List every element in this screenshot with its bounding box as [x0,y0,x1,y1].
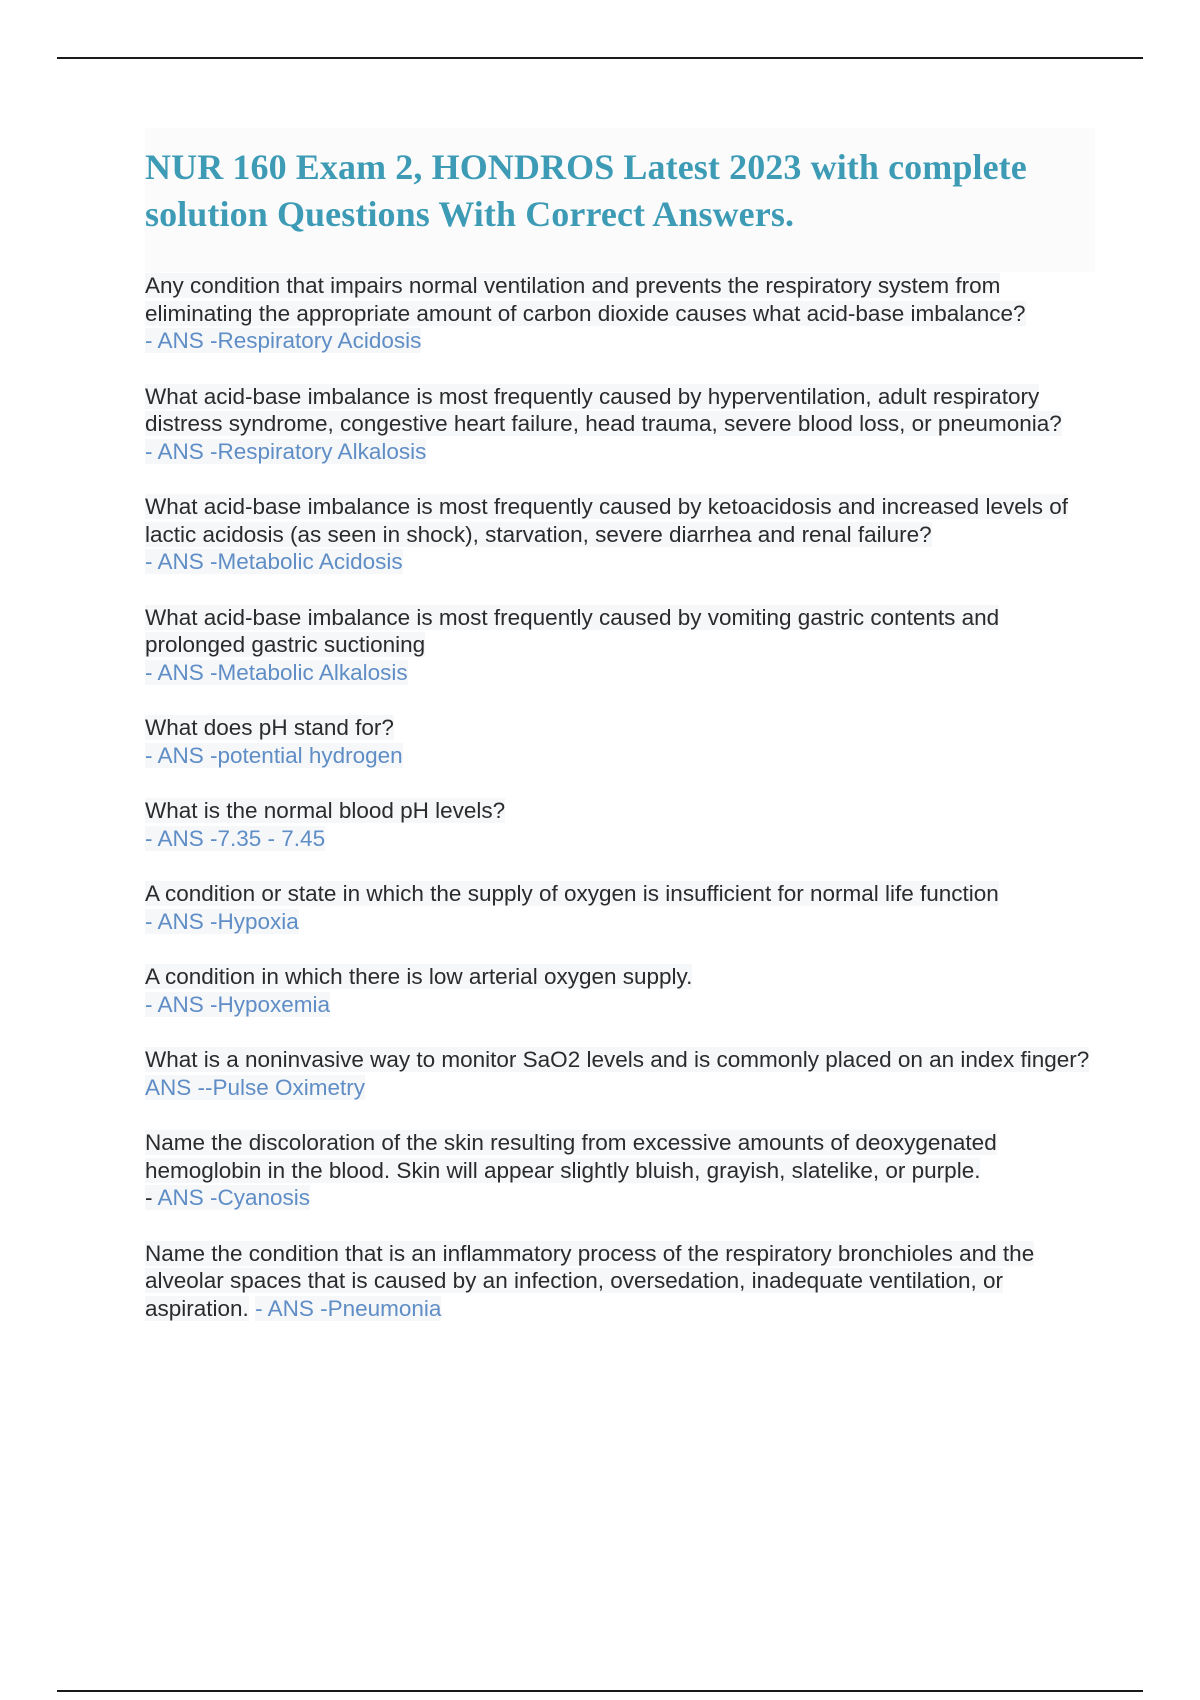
answer-text: ANS -Cyanosis [157,1185,311,1210]
answer-text: - ANS -Metabolic Acidosis [145,549,403,574]
document-body [145,128,1095,1350]
qa-item [145,714,1095,769]
question-text: What acid-base imbalance is most frequently caused by ketoacidosis and increased levels of lactic acidosis (as seen in shock), starvation, severe diarrhea and renal failure? [145,494,1068,547]
qa-item [145,880,1095,935]
answer-text: ANS --Pulse Oximetry [145,1074,366,1100]
answer-text: - ANS -Hypoxemia [145,991,331,1017]
question-text: What does pH stand for? [145,715,394,740]
question-text: A condition or state in which the supply of oxygen is insufficient for normal life function [145,881,999,906]
question-text: What is the normal blood pH levels? [145,798,506,823]
question-text: What acid-base imbalance is most frequently caused by hyperventilation, adult respiratory distress syndrome, congestive heart failure, head trauma, severe blood loss, or pneumonia? [145,383,1062,436]
question-text: A condition in which there is low arterial oxygen supply. [145,964,693,989]
question-text: What acid-base imbalance is most frequently caused by vomiting gastric contents and prolonged gastric suctioning [145,604,1000,657]
answer-text: - ANS -potential hydrogen [145,742,403,768]
answer-text: - ANS -Respiratory Acidosis [145,328,422,353]
qa-item [145,383,1095,466]
qa-item [145,493,1095,576]
question-text: Name the discoloration of the skin resulting from excessive amounts of deoxygenated hemoglobin in the blood. Skin will appear slightly bluish, grayish, slatelike, or purple. [145,1130,997,1183]
answer-text: - ANS -7.35 - 7.45 [145,825,326,851]
question-text: What is a noninvasive way to monitor SaO2 levels and is commonly placed on an index finger? [145,1047,1090,1072]
bottom-rule [57,1690,1143,1692]
qa-item [145,604,1095,687]
answer-text: - ANS -Respiratory Alkalosis [145,438,427,464]
answer-text: - ANS -Hypoxia [145,908,299,934]
answer-text: - ANS -Pneumonia [255,1295,442,1321]
qa-item [145,1129,1095,1212]
qa-item [145,272,1095,355]
qa-item [145,1046,1095,1101]
document-title: NUR 160 Exam 2, HONDROS Latest 2023 with complete solution Questions With Correct Answers. [145,128,1095,272]
answer-prefix: - [145,1185,158,1210]
question-text: Name the condition that is an inflammatory process of the respiratory bronchioles and the alveolar spaces that is caused by an infection, oversedation, inadequate ventilation, or aspiration. [145,1240,1035,1321]
question-text: Any condition that impairs normal ventilation and prevents the respiratory system from eliminating the appropriate amount of carbon dioxide causes what acid-base imbalance? [145,273,1026,326]
top-rule [57,57,1143,59]
qa-item [145,1240,1095,1323]
qa-item [145,797,1095,852]
answer-text: - ANS -Metabolic Alkalosis [145,659,408,685]
qa-item [145,963,1095,1018]
